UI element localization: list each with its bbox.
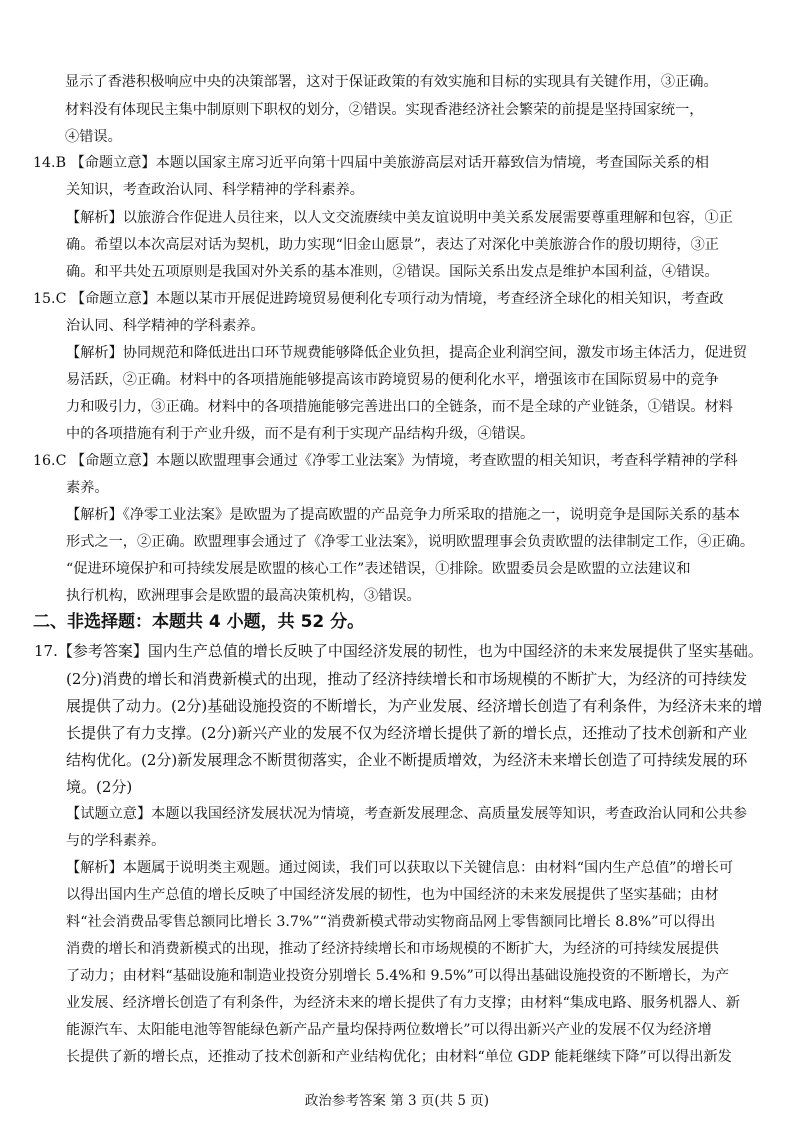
text-line: 展提供了动力。(2分)基础设施投资的不断增长，为产业发展、经济增长创造了有利条件，为经济未来的增 (66, 697, 763, 715)
analysis-line: 【解析】《净零工业法案》是欧盟为了提高欧盟的产品竞争力所采取的措施之一，说明竞争是国际关系的基本 (66, 507, 740, 523)
intent-line: 【试题立意】本题以我国经济发展状况为情境，考查新发展理念、高质量发展等知识，考查政治认同和公共参 (66, 806, 748, 822)
analysis-line: 【解析】以旅游合作促进人员往来，以人文交流赓续中美友谊说明中美关系发展需要尊重理解和包容，①正 (66, 210, 733, 226)
text-line: 治认同、科学精神的学科素养。 (66, 318, 265, 334)
analysis-line: 【解析】协同规范和降低进出口环节规费能够降低企业负担，提高企业利润空间，激发市场主体活力，促进贸 (66, 345, 748, 361)
text-line: 业发展、经济增长创造了有利条件，为经济未来的增长提供了有力支撑；由材料“集成电路、服务机器人、新 (66, 995, 741, 1011)
text-line: (2分)消费的增长和消费新模式的出现，推动了经济持续增长和市场规模的不断扩大，为经济的可持续发 (66, 670, 748, 688)
text-line: 中的各项措施有利于产业升级，而不是有利于实现产品结构升级，④错误。 (66, 426, 535, 442)
text-line: 料“社会消费品零售总额同比增长 3.7%”“消费新模式带动实物商品网上零售额同比增长 8.8%”可以得出 (66, 914, 716, 930)
text-line: 执行机构，欧洲理事会是欧盟的最高决策机构，③错误。 (66, 588, 421, 604)
text-line: 形式之一，②正确。欧盟理事会通过了《净零工业法案》，说明欧盟理事会负责欧盟的法律制定工作，④正确。 (66, 534, 755, 550)
text-line: 确。希望以本次高层对话为契机，助力实现“旧金山愿景”，表达了对深化中美旅游合作的殷切期待，③正 (66, 237, 719, 253)
question-16-heading: 16.C 【命题立意】本题以欧盟理事会通过《净零工业法案》为情境，考查欧盟的相关知识，考查科学精神的学科 (33, 453, 738, 469)
text-line: 结构优化。(2分)新发展理念不断贯彻落实，企业不断提质增效，为经济未来增长创造了可持续发展的环 (66, 751, 748, 769)
text-line: 关知识，考查政治认同、科学精神的学科素养。 (66, 182, 364, 198)
text-line: 确。和平共处五项原则是我国对外关系的基本准则，②错误。国际关系出发点是维护本国利益，④错误。 (66, 264, 719, 280)
text-line: ④错误。 (65, 129, 122, 145)
text-line: 了动力；由材料“基础设施和制造业投资分别增长 5.4%和 9.5%”可以得出基础设施投资的不断增长，为产 (66, 968, 730, 984)
page-footer: 政治参考答案 第 3 页(共 5 页) (304, 1093, 490, 1109)
text-line: 以得出国内生产总值的增长反映了中国经济发展的韧性，也为中国经济的未来发展提供了坚实基础；由材 (66, 887, 719, 903)
text-line: 显示了香港积极响应中央的决策部署，这对于保证政策的有效实施和目标的实现具有关键作用，③正确。 (65, 74, 718, 90)
text-line: 素养。 (66, 480, 109, 496)
text-line: 力和吸引力，③正确。材料中的各项措施能够完善进出口的全链条，而不是全球的产业链条，①错误。材料 (66, 399, 733, 415)
question-14-heading: 14.B 【命题立意】本题以国家主席习近平向第十四届中美旅游高层对话开幕致信为情境，考查国际关系的相 (33, 155, 709, 171)
section-heading: 二、非选择题：本题共 4 小题，共 52 分。 (33, 612, 365, 632)
text-line: 长提供了新的增长点，还推动了技术创新和产业结构优化；由材料“单位 GDP 能耗继续下降”可以得出新发 (66, 1049, 732, 1065)
text-line: 材料没有体现民主集中制原则下职权的划分，②错误。实现香港经济社会繁荣的前提是坚持国家统一， (65, 102, 704, 118)
text-line: “促进环境保护和可持续发展是欧盟的核心工作”表述错误，①排除。欧盟委员会是欧盟的立法建议和 (66, 561, 691, 577)
text-line: 易活跃，②正确。材料中的各项措施能够提高该市跨境贸易的便利化水平，增强该市在国际贸易中的竞争 (66, 372, 719, 388)
analysis-line: 【解析】本题属于说明类主观题。通过阅读，我们可以获取以下关键信息：由材料“国内生产总值”的增长可 (66, 860, 734, 876)
text-line: 境。(2分) (66, 778, 133, 796)
text-line: 消费的增长和消费新模式的出现，推动了经济持续增长和市场规模的不断扩大，为经济的可持续发展提供 (66, 941, 719, 957)
question-15-heading: 15.C 【命题立意】本题以某市开展促进跨境贸易便利化专项行动为情境，考查经济全球化的相关知识，考查政 (33, 291, 724, 307)
text-line: 能源汽车、太阳能电池等智能绿色新产品产量均保持两位数增长”可以得出新兴产业的发展不仅为经济增 (66, 1022, 712, 1038)
text-line: 与的学科素养。 (66, 833, 166, 849)
question-17-heading: 17.【参考答案】国内生产总值的增长反映了中国经济发展的韧性，也为中国经济的未来发展提供了坚实基础。 (34, 642, 763, 660)
text-line: 长提供了有力支撑。(2分)新兴产业的发展不仅为经济增长提供了新的增长点，还推动了技术创新和产业 (66, 724, 748, 742)
